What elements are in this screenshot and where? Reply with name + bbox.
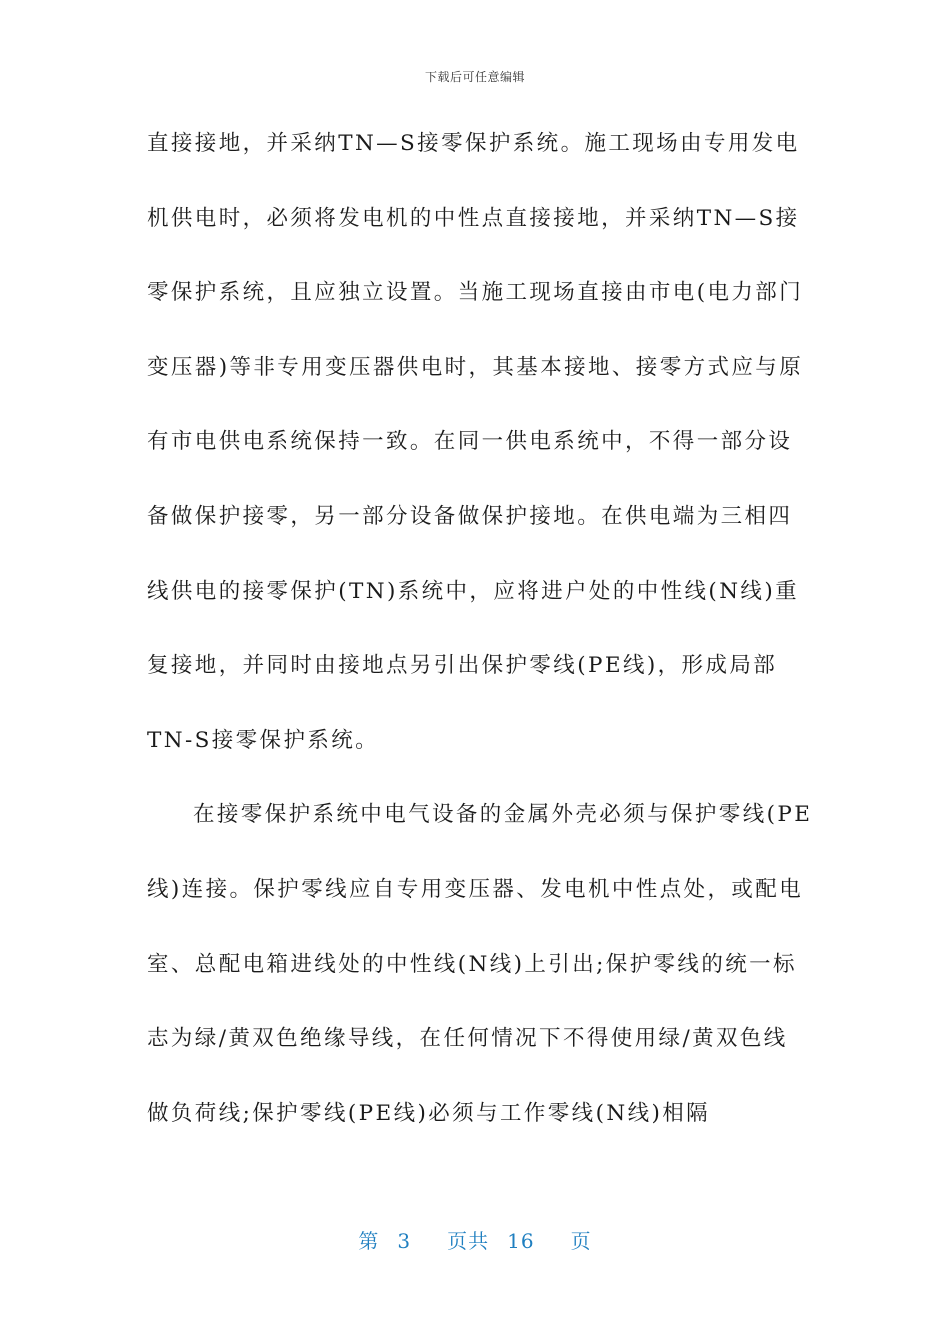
body-line: 备做保护接零，另一部分设备做保护接地。在供电端为三相四: [147, 503, 793, 529]
body-line: 做负荷线;保护零线(PE线)必须与工作零线(N线)相隔: [147, 1100, 711, 1126]
document-body: [147, 118, 813, 1162]
body-line: 有市电供电系统保持一致。在同一供电系统中，不得一部分设: [147, 429, 793, 455]
page-total: 16: [507, 1229, 535, 1253]
body-line: 复接地，并同时由接地点另引出保护零线(PE线)，形成局部: [147, 653, 778, 679]
body-line: 志为绿/黄双色绝缘导线，在任何情况下不得使用绿/黄双色线: [147, 1026, 788, 1052]
body-line: 变压器)等非专用变压器供电时，其基本接地、接零方式应与原: [147, 354, 804, 380]
body-line: 线供电的接零保护(TN)系统中，应将进户处的中性线(N线)重: [147, 578, 800, 604]
body-line: 线)连接。保护零线应自专用变压器、发电机中性点处，或配电: [147, 876, 804, 902]
body-line: 室、总配电箱进线处的中性线(N线)上引出;保护零线的统一标: [147, 951, 797, 977]
paragraph-first-line: 在接零保护系统中电气设备的金属外壳必须与保护零线(PE: [193, 802, 813, 828]
header-note: 下载后可任意编辑: [424, 70, 525, 84]
body-line: 零保护系统，且应独立设置。当施工现场直接由市电(电力部门: [147, 280, 804, 306]
page-mid: 页共: [447, 1229, 490, 1253]
page-number: [0, 1225, 950, 1254]
page-suffix: 页: [570, 1229, 592, 1253]
body-line: 机供电时，必须将发电机的中性点直接接地，并采纳TN—S接: [147, 205, 800, 231]
body-line: TN-S接零保护系统。: [147, 727, 380, 753]
page-prefix: 第: [358, 1229, 380, 1253]
page-current: 3: [397, 1229, 412, 1253]
body-line: 直接接地，并采纳TN—S接零保护系统。施工现场由专用发电: [147, 131, 800, 156]
